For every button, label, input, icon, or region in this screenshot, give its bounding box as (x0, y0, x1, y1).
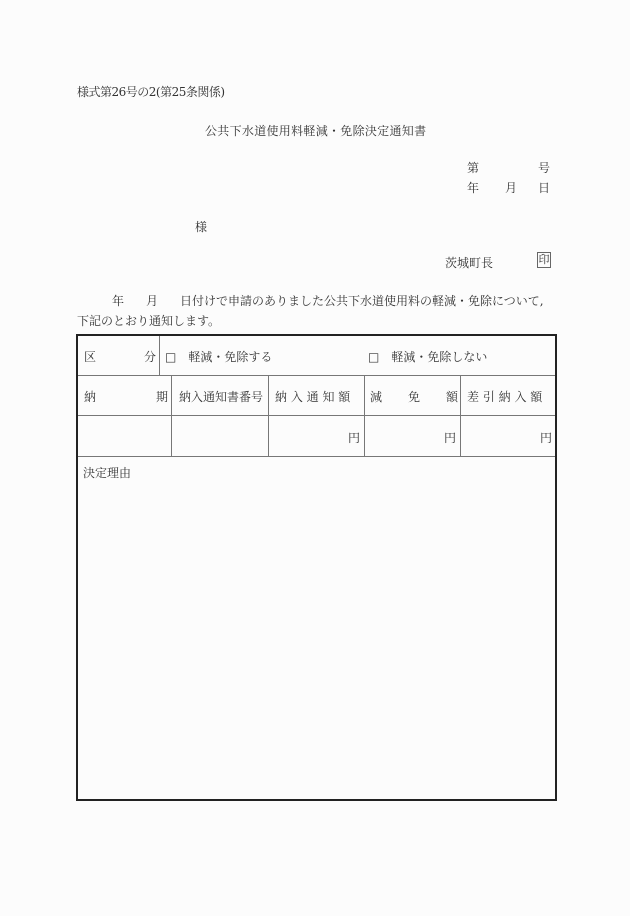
category-label-left: 区 (84, 350, 97, 364)
notice-amount-unit: 円 (348, 431, 361, 445)
document-title: 公共下水道使用料軽減・免除決定通知書 (205, 124, 427, 138)
body-line1-text: 日付けで申請のありました公共下水道使用料の軽減・免除について, (180, 294, 544, 308)
col-period-label-left: 納 (84, 390, 97, 404)
form-number-label: 様式第26号の2(第25条関係) (77, 85, 225, 99)
col-divider-2 (268, 375, 269, 456)
option-not-reduce-exempt[interactable] (368, 348, 487, 365)
addressee-honorific: 様 (195, 220, 208, 234)
net-amount-unit: 円 (540, 431, 553, 445)
date-year-label: 年 (467, 181, 480, 195)
col-exemption-label-mid: 免 (408, 390, 421, 404)
col-divider-4 (460, 375, 461, 456)
row-divider-3 (78, 456, 555, 457)
checkbox-not-reduce-exempt[interactable]: □ (368, 350, 380, 364)
notice-number-cell[interactable] (174, 420, 266, 454)
row-divider-2 (78, 415, 555, 416)
decision-reason-label: 決定理由 (83, 466, 132, 480)
number-suffix: 号 (538, 161, 551, 175)
col-divider-3 (364, 375, 365, 456)
issuer-name: 茨城町長 (445, 256, 494, 270)
body-year: 年 (112, 294, 125, 308)
col-exemption-label-right: 額 (446, 390, 459, 404)
checkbox-reduce-exempt[interactable]: □ (165, 350, 177, 364)
row-divider-1 (78, 375, 555, 376)
col-exemption-label-left: 減 (370, 390, 383, 404)
col-notice-amount-header: 納 入 通 知 額 (275, 390, 351, 404)
option-reduce-exempt-label: 軽減・免除する (188, 350, 273, 364)
period-cell[interactable] (83, 420, 169, 454)
decision-reason-area[interactable] (80, 482, 553, 797)
body-text-line1 (77, 292, 544, 309)
date-day-label: 日 (538, 181, 551, 195)
date-month-label: 月 (505, 181, 518, 195)
option-not-reduce-exempt-label: 軽減・免除しない (391, 350, 488, 364)
seal-mark: 印 (538, 253, 550, 266)
body-text-line2: 下記のとおり通知します。 (77, 314, 221, 328)
number-prefix: 第 (467, 161, 480, 175)
notice-table (76, 334, 557, 801)
body-month: 月 (146, 294, 159, 308)
option-reduce-exempt[interactable] (165, 348, 272, 365)
category-label-right: 分 (144, 350, 157, 364)
exemption-amount-unit: 円 (444, 431, 457, 445)
col-divider-category (159, 336, 160, 375)
col-divider-1 (171, 375, 172, 456)
col-period-label-right: 期 (156, 390, 169, 404)
col-net-amount-header: 差 引 納 入 額 (467, 390, 543, 404)
col-notice-number-header: 納入通知書番号 (179, 390, 264, 404)
